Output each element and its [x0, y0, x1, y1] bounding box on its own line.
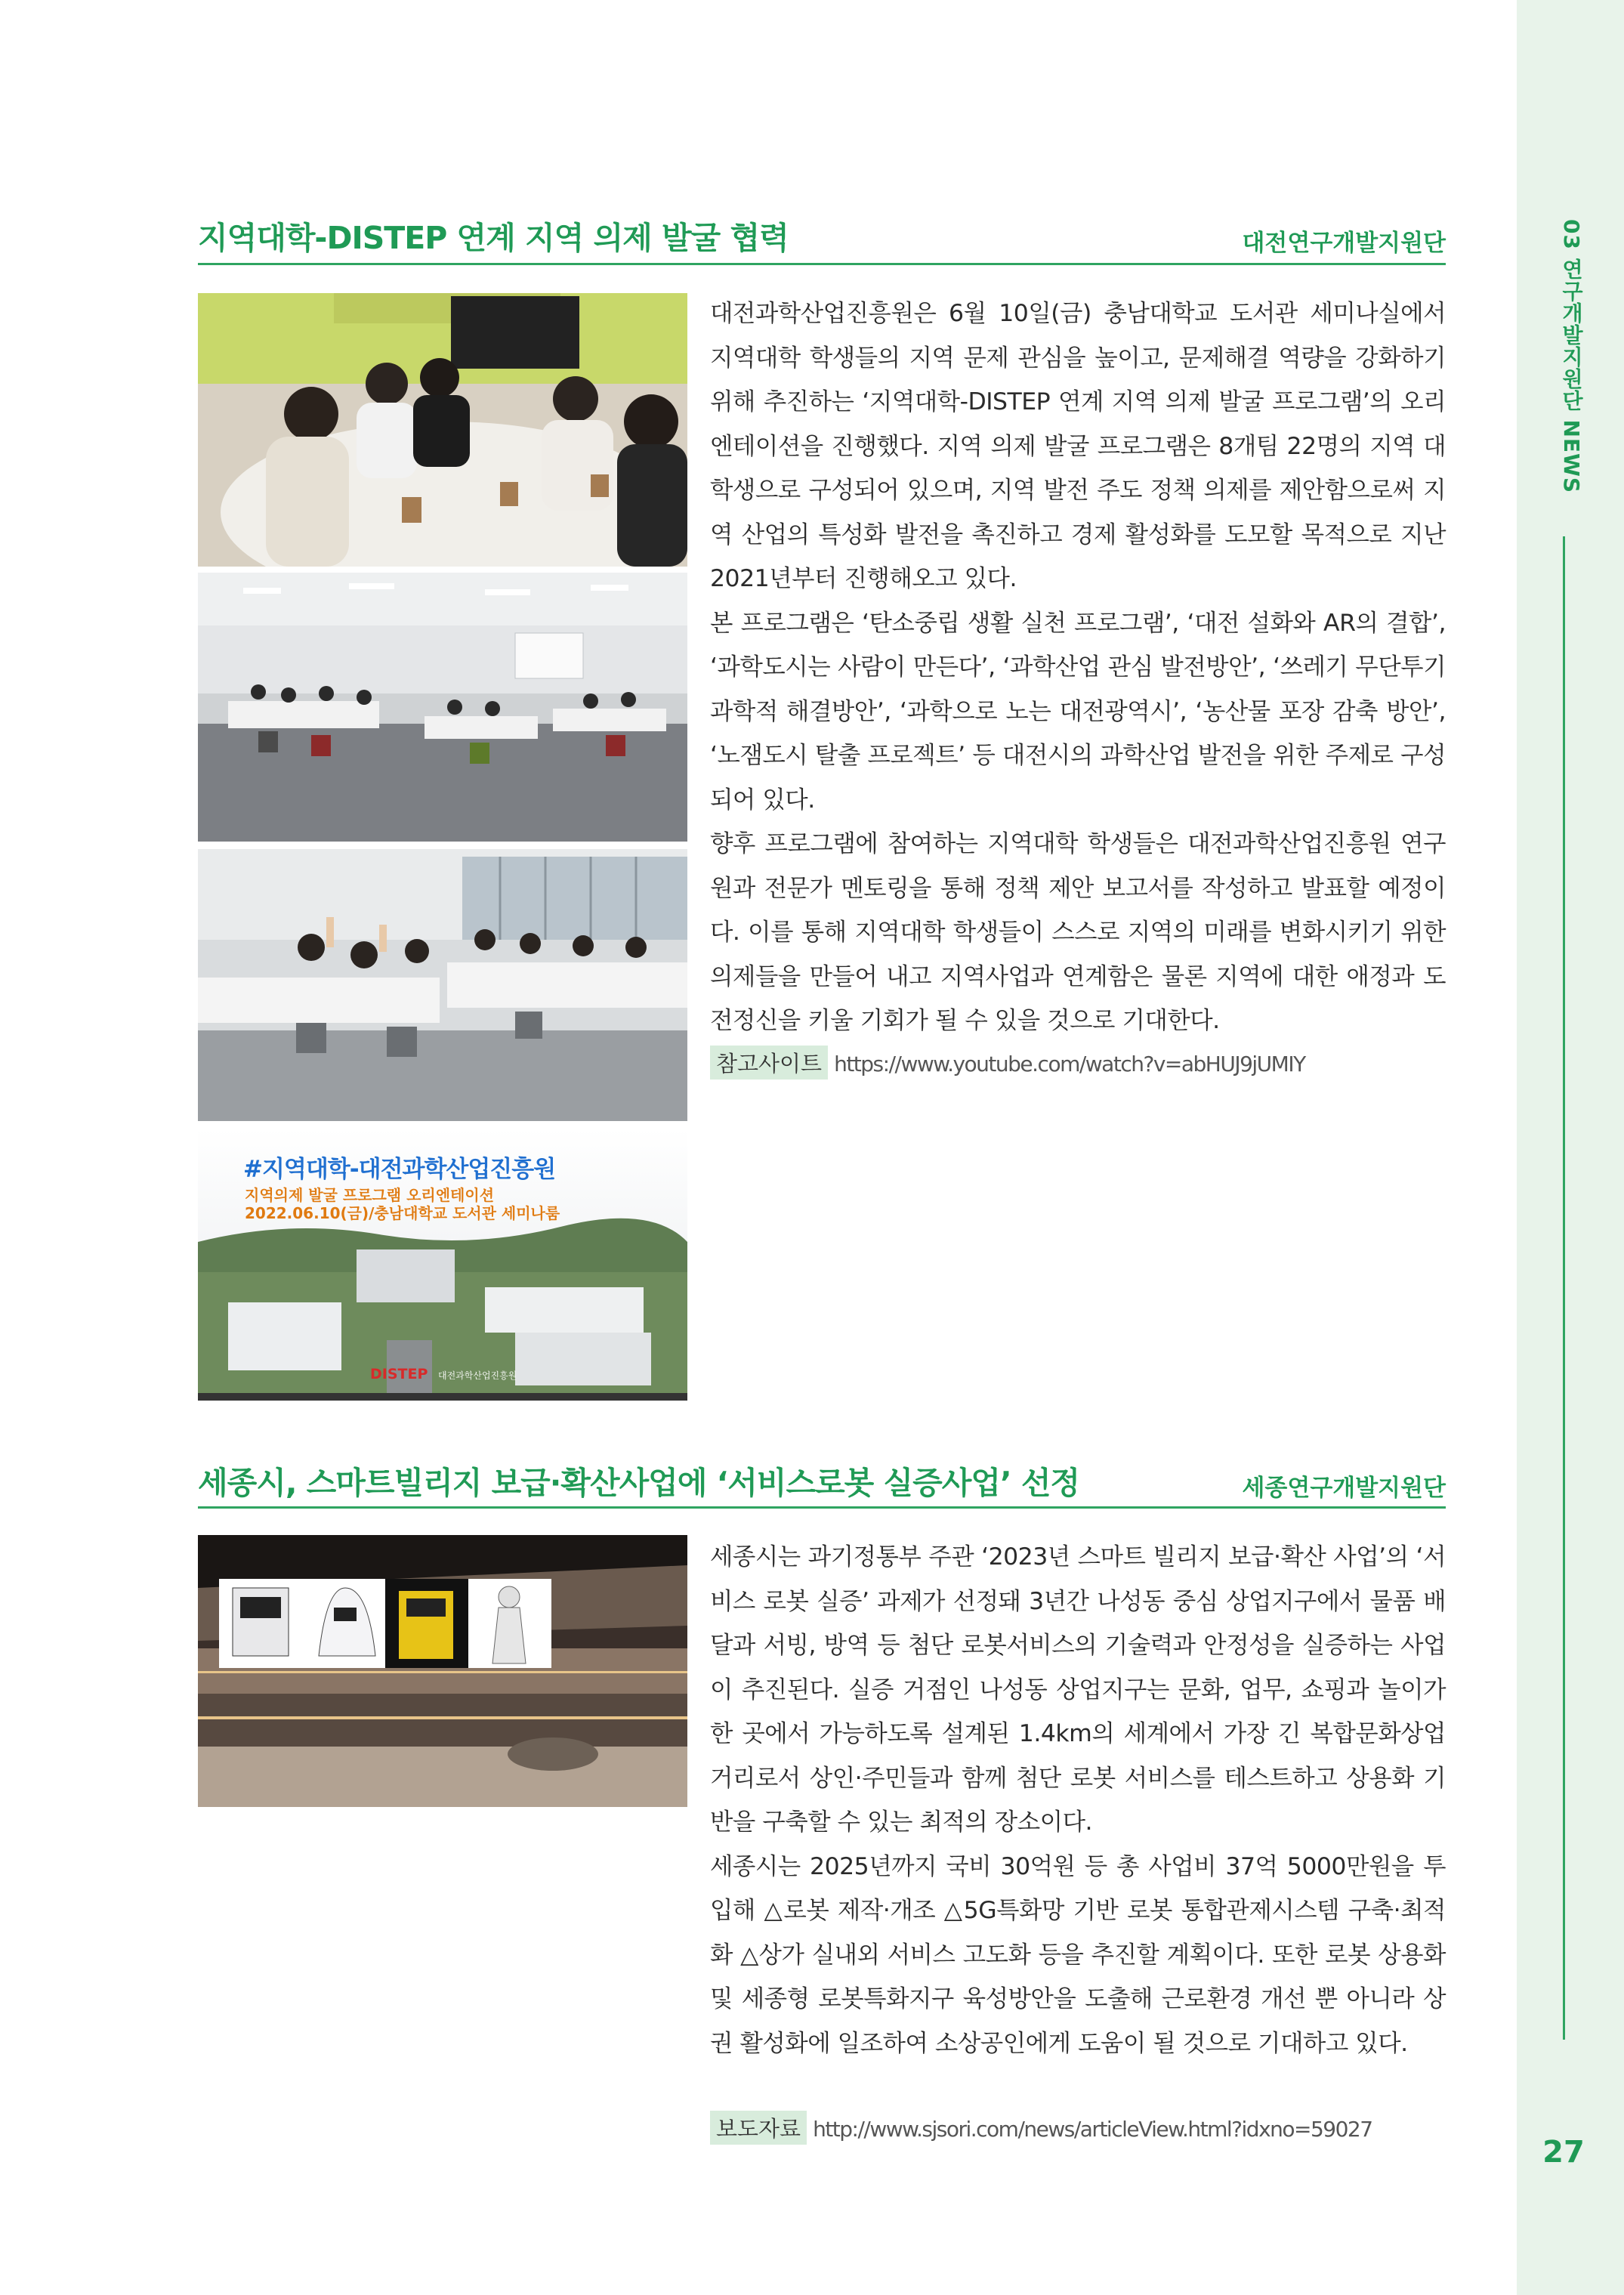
page-number: 27	[1542, 2135, 1585, 2170]
article-2-body	[710, 1535, 1446, 2109]
reference-label: 참고사이트	[710, 1046, 828, 1080]
article-1-reference	[710, 1046, 1446, 1080]
article-1-paragraph: 대전과학산업진흥원은 6월 10일(금) 충남대학교 도서관 세미나실에서 지역대학 학생들의 지역 문제 관심을 높이고, 문제해결 역량을 강화하기 위해 추진하는 ‘지역대학-DISTEP 연계 지역 의제 발굴 프로그램’의 오리엔테이션을 진행했다. 지역 의제 발굴 프로그램은 8개팀 22명의 지역 대학생으로 구성되어 있으며, 지역 발전 주도 정책 의제를 제안함으로써 지역 산업의 특성화 발전을 촉진하고 경제 활성화를 도모할 목적으로 지난 2021년부터 진행해오고 있다.	[710, 300, 1446, 592]
article-2-reference	[710, 2111, 1446, 2145]
thumbnail-logo: DISTEP	[370, 1366, 428, 1382]
article-1-divider	[198, 263, 1446, 265]
article-2-paragraph: 세종시는 2025년까지 국비 30억원 등 총 사업비 37억 5000만원을 투입해 △로봇 제작·개조 △5G특화망 기반 로봇 통합관제시스템 구축·최적화 △상가 실내외 서비스 고도화 등을 추진할 계획이다. 또한 로봇 상용화 및 세종형 로봇특화지구 육성방안을 도출해 근로환경 개선 뿐 아니라 상권 활성화에 일조하여 소상공인에게 도움이 될 것으로 기대하고 있다.	[710, 1852, 1446, 2057]
article-1-organization: 대전연구개발지원단	[1242, 230, 1446, 257]
section-label: 03 연구개발지원단 NEWS	[1559, 219, 1584, 494]
photo-seminar-room	[198, 573, 687, 842]
article-1-body	[710, 292, 1446, 1070]
thumbnail-line-2: 2022.06.10(금)/충남대학교 도서관 세미나룸	[245, 1204, 560, 1222]
article-2-paragraph: 세종시는 과기정통부 주관 ‘2023년 스마트 빌리지 보급·확산 사업’의 ‘서비스 로봇 실증’ 과제가 선정돼 3년간 나성동 중심 상업지구에서 물품 배달과 서빙, 방역 등 첨단 로봇서비스의 기술력과 안정성을 실증하는 사업이 추진된다. 실증 거점인 나성동 상업지구는 문화, 업무, 쇼핑과 놀이가 한 곳에서 가능하도록 설계된 1.4km의 세계에서 가장 긴 복합문화상업거리로서 상인·주민들과 함께 첨단 로봇 서비스를 테스트하고 상용화 기반을 구축할 수 있는 최적의 장소이다.	[710, 1543, 1446, 1836]
article-1-paragraph: 본 프로그램은 ‘탄소중립 생활 실천 프로그램’, ‘대전 설화와 AR의 결합’, ‘과학도시는 사람이 만든다’, ‘과학산업 관심 발전방안’, ‘쓰레기 무단투기 과학적 해결방안’, ‘과학으로 노는 대전광역시’, ‘농산물 포장 감축 방안’, ‘노잼도시 탈출 프로젝트’ 등 대전시의 과학산업 발전을 위한 주제로 구성되어 있다.	[710, 609, 1446, 814]
article-2-organization: 세종연구개발지원단	[1242, 1475, 1446, 1502]
thumbnail-logo-sub: 대전과학산업진흥원	[438, 1370, 517, 1381]
article-1-paragraph: 향후 프로그램에 참여하는 지역대학 학생들은 대전과학산업진흥원 연구원과 전문가 멘토링을 통해 정책 제안 보고서를 작성하고 발표할 예정이다. 이를 통해 지역대학 학생들이 스스로 지역의 미래를 변화시키기 위한 의제들을 만들어 내고 지역사업과 연계함은 물론 지역에 대한 애정과 도전정신을 키울 기회가 될 수 있을 것으로 기대한다.	[710, 830, 1446, 1034]
reference-label: 보도자료	[710, 2111, 807, 2145]
sidebar-divider	[1563, 536, 1565, 2040]
article-1-title: 지역대학-DISTEP 연계 지역 의제 발굴 협력	[198, 220, 789, 256]
article-2-divider	[198, 1506, 1446, 1509]
photo-meeting-table	[198, 293, 687, 567]
reference-link[interactable]: http://www.sjsori.com/news/articleView.html?idxno=59027	[813, 2117, 1372, 2142]
photo-service-robots	[198, 1535, 687, 1807]
thumbnail-line-1: 지역의제 발굴 프로그램 오리엔테이션	[245, 1186, 495, 1204]
video-thumbnail[interactable]	[198, 1129, 687, 1401]
reference-link[interactable]: https://www.youtube.com/watch?v=abHUJ9jUMIY	[834, 1052, 1305, 1076]
article-2-title: 세종시, 스마트빌리지 보급·확산사업에 ‘서비스로봇 실증사업’ 선정	[198, 1465, 1080, 1501]
photo-students	[198, 849, 687, 1121]
thumbnail-headline: #지역대학-대전과학산업진흥원	[243, 1156, 556, 1183]
